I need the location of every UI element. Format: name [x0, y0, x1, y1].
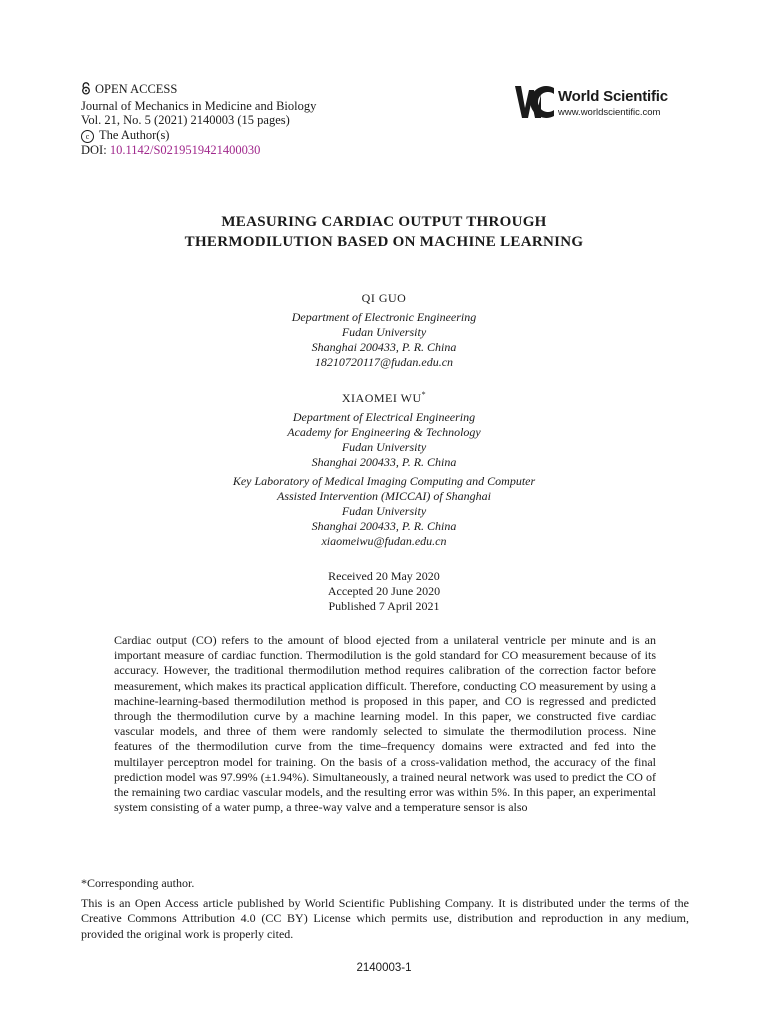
author-block-1 [0, 291, 768, 370]
doi-line [81, 143, 316, 158]
doi-link[interactable]: 10.1142/S0219519421400030 [109, 142, 261, 157]
footnotes [81, 876, 689, 942]
abstract-text: Cardiac output (CO) refers to the amount of blood ejected from a unilateral ventricle per minute and is an important measure of cardiac function. Thermodilution is the gold standard for CO measurement because of its accuracy. However, the traditional thermodilution method requires calibration of the correction factor before measurement, which makes its practical application difficult. Therefore, conducting CO measurement by using a machine-learning-based thermodilution method is proposed in this paper, and CO is regressed and predicted through the thermodilution curve by a machine learning model. In this paper, we constructed five cardiac vascular models, and three of them were randomly selected to simulate the thermodilution process. Nine features of the thermodilution curve from the time–frequency domains were extracted and fed into the multilayer perceptron model for training. On the basis of a cross-validation method, the accuracy of the final prediction model was 97.99% (±1.94%). Simultaneously, a trained neural network was used to predict the CO of the remaining two cardiac vascular models, and the resulting error was within 5%. In this paper, an experimental system consisting of a water pump, a three-way valve and a temperature sensor is also [114, 633, 656, 815]
publisher-name: World Scientific [558, 88, 668, 105]
corresponding-mark: * [421, 390, 427, 399]
affiliation-line: Shanghai 200433, P. R. China [311, 340, 457, 354]
license-note: This is an Open Access article published by World Scientific Publishing Company. It is distributed under the terms of the Creative Commons Attribution 4.0 (CC BY) License which permits use, distribution and reproduction in any medium, provided the original work is properly cited. [81, 896, 689, 941]
affiliation-line: Academy for Engineering & Technology [287, 425, 481, 439]
affiliation-line: Fudan University [341, 440, 427, 454]
copyright-line [81, 128, 316, 143]
dates-block [0, 569, 768, 614]
accepted-date: Accepted 20 June 2020 [327, 584, 441, 598]
author-email[interactable]: xiaomeiwu@fudan.edu.cn [321, 534, 447, 548]
affiliation-line: Fudan University [341, 504, 427, 518]
world-scientific-logo[interactable] [514, 84, 689, 124]
open-access-label: OPEN ACCESS [95, 82, 178, 96]
journal-header [81, 82, 316, 157]
affiliation-line: Key Laboratory of Medical Imaging Computing and Computer [232, 474, 536, 488]
corresponding-author-note: *Corresponding author. [81, 876, 195, 890]
author-email[interactable]: 18210720117@fudan.edu.cn [314, 355, 454, 369]
copyright-text: The Author(s) [99, 127, 170, 142]
open-access-icon [81, 82, 91, 99]
author-block-2 [0, 387, 768, 549]
author-name-line [0, 387, 768, 406]
paper-title [0, 212, 768, 252]
copyright-icon: c [81, 130, 94, 143]
author-name: XIAOMEI WU [341, 391, 422, 405]
published-date: Published 7 April 2021 [328, 599, 440, 613]
page-number: 2140003-1 [356, 962, 412, 974]
title-line-1: MEASURING CARDIAC OUTPUT THROUGH [221, 214, 547, 230]
affiliation-line: Assisted Intervention (MICCAI) of Shanghai [277, 489, 491, 503]
received-date: Received 20 May 2020 [328, 569, 440, 583]
world-scientific-emblem-icon [514, 84, 556, 122]
open-access-line [81, 82, 316, 99]
title-line-2: THERMODILUTION BASED ON MACHINE LEARNING [184, 234, 584, 250]
affiliation-line: Department of Electrical Engineering [292, 410, 476, 424]
affiliation-line: Shanghai 200433, P. R. China [311, 455, 457, 469]
affiliation-line: Department of Electronic Engineering [291, 310, 477, 324]
affiliation-line: Shanghai 200433, P. R. China [311, 519, 457, 533]
author-name: QI GUO [361, 291, 407, 305]
doi-label: DOI: [81, 142, 107, 157]
affiliation-line: Fudan University [341, 325, 427, 339]
journal-volume: Vol. 21, No. 5 (2021) 2140003 (15 pages) [81, 113, 290, 127]
publisher-url[interactable]: www.worldscientific.com [558, 107, 661, 118]
journal-name: Journal of Mechanics in Medicine and Biology [81, 98, 317, 113]
